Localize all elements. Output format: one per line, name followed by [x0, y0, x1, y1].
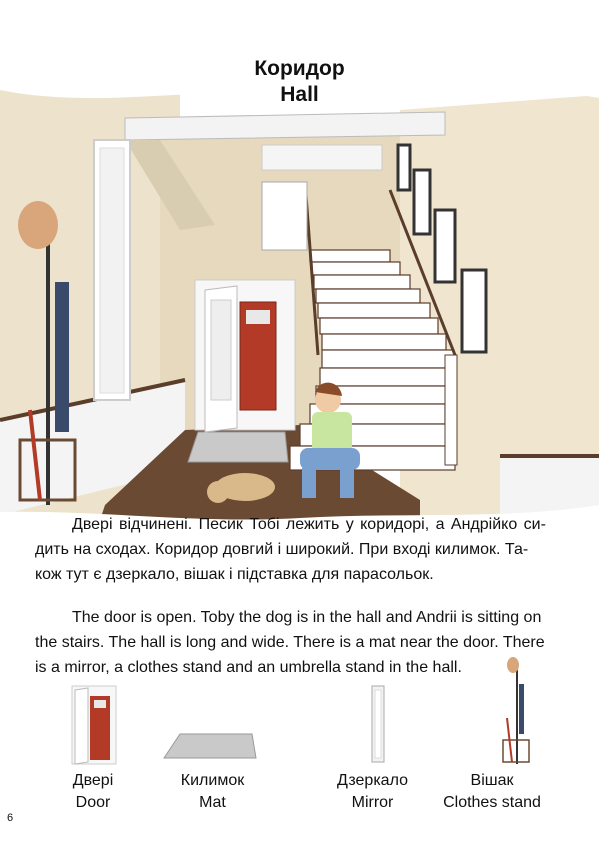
vocab-door	[48, 770, 138, 814]
vocab-ua-label: Килимок	[180, 772, 245, 789]
ua-line-3: кож тут є дзеркало, вішак і підставка для парасольок.	[35, 566, 434, 583]
en-line-1: The door is open. Toby the dog is in the hall and Andrii is sitting on	[72, 609, 542, 626]
vocab-ua-label: Вішак	[470, 772, 514, 789]
door-icon	[72, 686, 116, 764]
page-number: 6	[7, 812, 14, 824]
title-english: Hall	[280, 83, 319, 106]
mat-icon	[164, 734, 256, 758]
en-line-3: is a mirror, a clothes stand and an umbrella stand in the hall.	[35, 659, 462, 676]
mirror-icon	[372, 686, 384, 762]
en-line-2: the stairs. The hall is long and wide. There is a mat near the door. There	[35, 634, 545, 651]
vocab-en-label: Mirror	[351, 794, 394, 811]
vocab-ua-label: Двері	[72, 772, 114, 789]
vocab-clothes-stand	[436, 770, 548, 814]
vocab-mat	[165, 770, 260, 814]
ua-line-1: Двері відчинені. Песик Тобі лежить у коридорі, а Андрійко си-	[72, 516, 546, 533]
vocab-en-label: Mat	[199, 794, 226, 811]
vocab-mirror	[325, 770, 420, 814]
vocab-en-label: Clothes stand	[443, 794, 541, 811]
vocab-en-label: Door	[75, 794, 111, 811]
clothes-stand-icon	[503, 657, 529, 764]
vocab-ua-label: Дзеркало	[337, 772, 408, 789]
ua-line-2: дить на сходах. Коридор довгий і широкий. При вході килимок. Та-	[35, 541, 529, 558]
title-ukrainian: Коридор	[254, 57, 345, 80]
